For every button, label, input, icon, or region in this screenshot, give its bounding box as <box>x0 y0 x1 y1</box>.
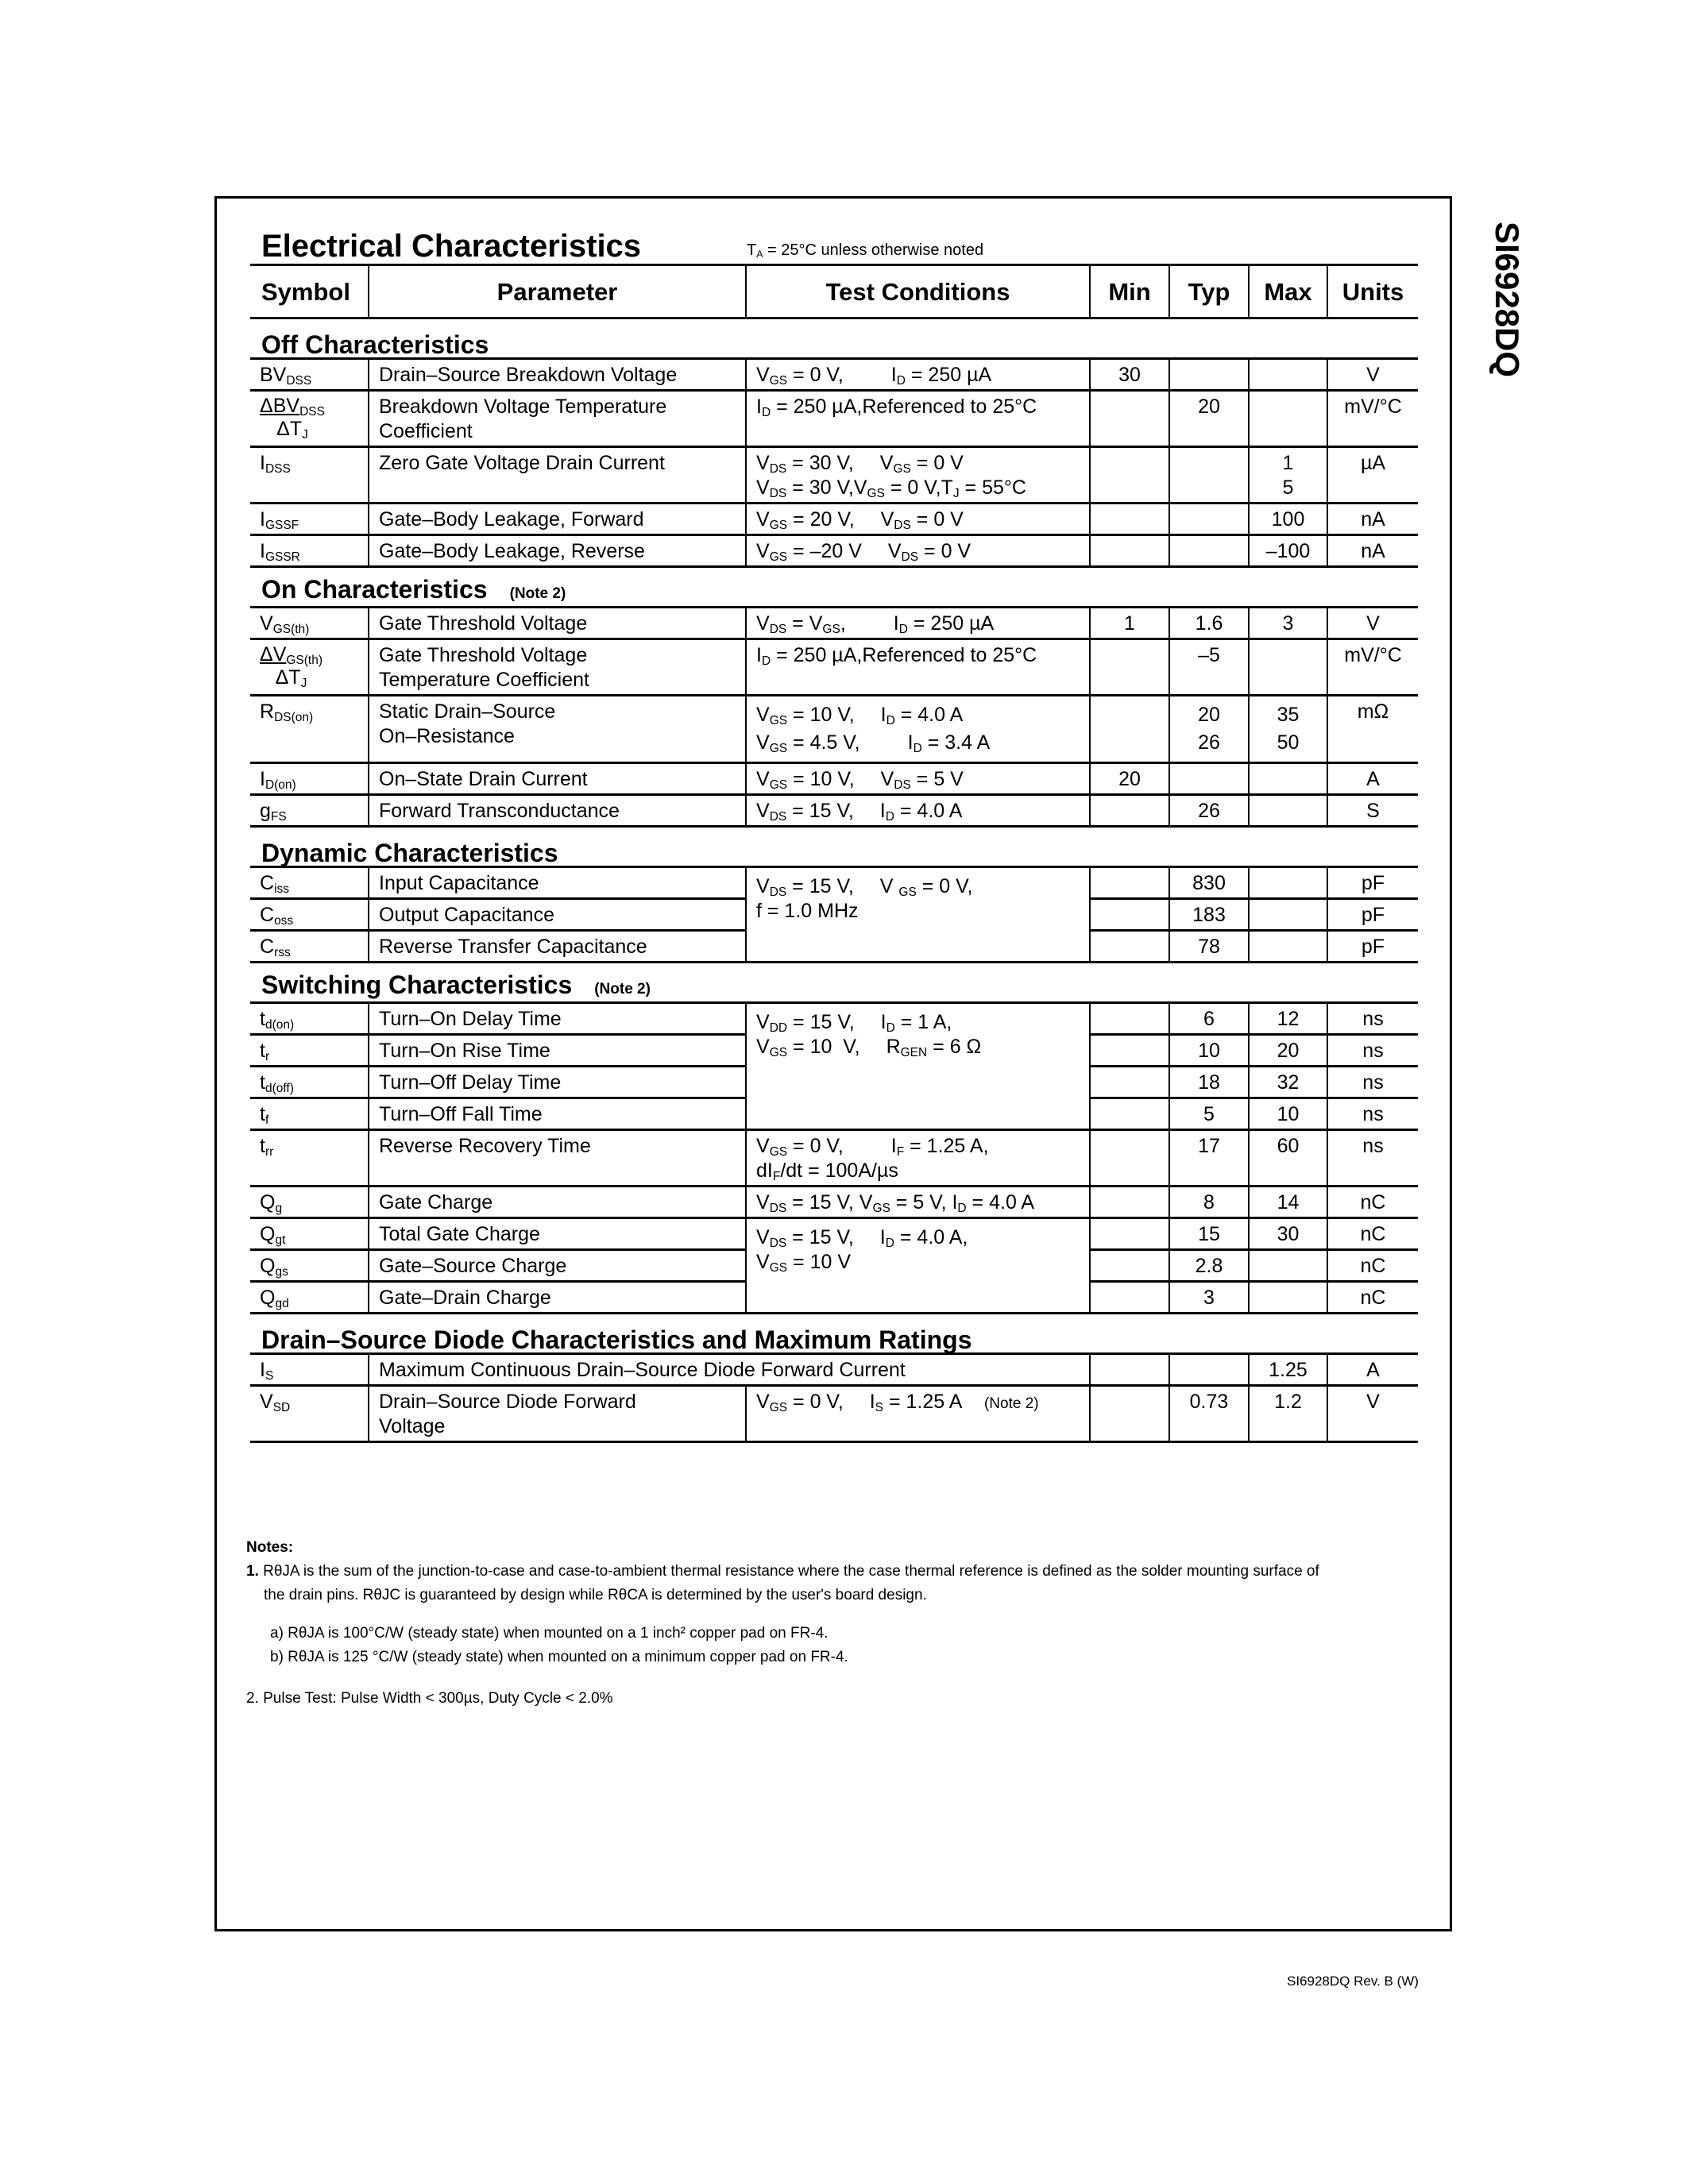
test-conditions: $V_{DS} = 15$ V, V $_{GS}$ = 0 V, f = 1.0 MHz <box>746 867 1090 963</box>
section-title: On Characteristics <box>261 575 488 604</box>
typ: 18 <box>1169 1067 1249 1098</box>
max: 1.2 <box>1249 1386 1327 1442</box>
symbol: $BV_{DSS}$ <box>250 359 369 391</box>
section-title: Off Characteristics <box>261 330 489 359</box>
symbol: $Q_g$ <box>250 1187 369 1218</box>
characteristics-table <box>250 266 1418 1443</box>
note-1-cont: the drain pins. RθJC is guaranteed by design while RθCA is determined by the user's board design. <box>264 1587 927 1603</box>
table-row <box>250 359 1418 391</box>
notes <box>246 1536 1422 1711</box>
parameter: Reverse Transfer Capacitance <box>369 931 746 963</box>
header-min: Min <box>1090 266 1169 318</box>
symbol: $t_{d(on)}$ <box>250 1003 369 1035</box>
unit: ns <box>1327 1098 1418 1130</box>
table-row <box>250 696 1418 763</box>
symbol: $t_r$ <box>250 1035 369 1067</box>
test-conditions: $V_{GS} = 0$ V, $I_D = 250$ µA <box>746 359 1090 391</box>
section-diode <box>250 1314 1418 1354</box>
section-note: (Note 2) <box>594 981 651 997</box>
min <box>1090 1067 1169 1098</box>
unit: V <box>1327 608 1418 639</box>
table-row <box>250 763 1418 795</box>
symbol: $C_{rss}$ <box>250 931 369 963</box>
min <box>1090 639 1169 696</box>
typ: 78 <box>1169 931 1249 963</box>
note-2: 2. Pulse Test: Pulse Width < 300µs, Duty Cycle < 2.0% <box>246 1690 613 1707</box>
typ: 8 <box>1169 1187 1249 1218</box>
table-row <box>250 795 1418 827</box>
section-title: Dynamic Characteristics <box>261 839 558 867</box>
unit: ns <box>1327 1035 1418 1067</box>
parameter: Turn–Off Fall Time <box>369 1098 746 1130</box>
parameter: Input Capacitance <box>369 867 746 899</box>
table-row <box>250 1130 1418 1187</box>
max <box>1249 639 1327 696</box>
section-note: (Note 2) <box>509 585 566 602</box>
unit: µA <box>1327 447 1418 504</box>
unit: nC <box>1327 1187 1418 1218</box>
max: 100 <box>1249 504 1327 535</box>
max <box>1249 931 1327 963</box>
symbol: $I_{D(on)}$ <box>250 763 369 795</box>
min <box>1090 1386 1169 1442</box>
symbol: $g_{FS}$ <box>250 795 369 827</box>
header-row <box>250 266 1418 318</box>
table-row <box>250 504 1418 535</box>
typ: 5 <box>1169 1098 1249 1130</box>
min <box>1090 1098 1169 1130</box>
max: 32 <box>1249 1067 1327 1098</box>
unit: nC <box>1327 1282 1418 1314</box>
parameter: Drain–Source Diode Forward Voltage <box>369 1386 746 1442</box>
parameter: Gate–Drain Charge <box>369 1282 746 1314</box>
title-row <box>250 224 1418 266</box>
header-units: Units <box>1327 266 1418 318</box>
typ <box>1169 504 1249 535</box>
min <box>1090 795 1169 827</box>
table-row <box>250 391 1418 447</box>
typ <box>1169 535 1249 567</box>
max: 14 <box>1249 1187 1327 1218</box>
parameter: Turn–On Rise Time <box>369 1035 746 1067</box>
max <box>1249 867 1327 899</box>
parameter: Reverse Recovery Time <box>369 1130 746 1187</box>
typ: 830 <box>1169 867 1249 899</box>
table-row <box>250 639 1418 696</box>
min: 1 <box>1090 608 1169 639</box>
table-row <box>250 867 1418 899</box>
symbol: $Q_{gs}$ <box>250 1250 369 1282</box>
max <box>1249 1282 1327 1314</box>
table-title: Electrical Characteristics <box>261 229 642 264</box>
symbol: $R_{DS(on)}$ <box>250 696 369 763</box>
condition-note: $T_A = 25^\circ C$ unless otherwise noted <box>747 241 984 260</box>
typ <box>1169 1354 1249 1386</box>
test-conditions: $V_{GS} = -20$ V $V_{DS} = 0$ V <box>746 535 1090 567</box>
parameter: Total Gate Charge <box>369 1218 746 1250</box>
note-1a: a) RθJA is 100°C/W (steady state) when mounted on a 1 inch² copper pad on FR-4. <box>270 1625 829 1642</box>
test-conditions: $V_{DS} = V_{GS}$, $I_D = 250$ µA <box>746 608 1090 639</box>
section-dynamic <box>250 827 1418 867</box>
max: 1.25 <box>1249 1354 1327 1386</box>
test-conditions: $V_{GS} = 0$ V, $I_S = 1.25$ A (Note 2) <box>746 1386 1090 1442</box>
max: 20 <box>1249 1035 1327 1067</box>
parameter: Turn–On Delay Time <box>369 1003 746 1035</box>
min <box>1090 447 1169 504</box>
parameter: Gate Threshold Voltage Temperature Coefficient <box>369 639 746 696</box>
typ <box>1169 359 1249 391</box>
symbol: $t_{rr}$ <box>250 1130 369 1187</box>
typ: 26 <box>1169 795 1249 827</box>
max: –100 <box>1249 535 1327 567</box>
typ: 3 <box>1169 1282 1249 1314</box>
table-row <box>250 1187 1418 1218</box>
table-row <box>250 1218 1418 1250</box>
header-max: Max <box>1249 266 1327 318</box>
side-title: SI6928DQ <box>1489 221 1526 378</box>
max <box>1249 359 1327 391</box>
min <box>1090 1218 1169 1250</box>
max <box>1249 763 1327 795</box>
parameter: Output Capacitance <box>369 899 746 931</box>
symbol: $t_{d(off)}$ <box>250 1067 369 1098</box>
characteristics-sheet <box>250 224 1418 1443</box>
section-title: Drain–Source Diode Characteristics and Maximum Ratings <box>261 1325 972 1354</box>
unit: pF <box>1327 867 1418 899</box>
typ: 10 <box>1169 1035 1249 1067</box>
symbol: $\Delta V_{GS(th)}$ $\Delta T_J$ <box>250 639 369 696</box>
max <box>1249 1250 1327 1282</box>
parameter: Gate Charge <box>369 1187 746 1218</box>
typ <box>1169 447 1249 504</box>
symbol: $I_{DSS}$ <box>250 447 369 504</box>
typ: 17 <box>1169 1130 1249 1187</box>
min <box>1090 535 1169 567</box>
min <box>1090 696 1169 763</box>
unit: A <box>1327 763 1418 795</box>
table-row <box>250 1386 1418 1442</box>
min: 20 <box>1090 763 1169 795</box>
section-title: Switching Characteristics <box>261 970 573 999</box>
table-row <box>250 608 1418 639</box>
test-conditions: $V_{DS} = 30$ V, $V_{GS} = 0$ V $V_{DS} = 30$ $V,V_{GS} = 0$ $V,T_J = 55^\circ C$ <box>746 447 1090 504</box>
unit: pF <box>1327 899 1418 931</box>
max: 3 <box>1249 608 1327 639</box>
min <box>1090 504 1169 535</box>
typ: 0.73 <box>1169 1386 1249 1442</box>
symbol: $I_{GSSR}$ <box>250 535 369 567</box>
typ: –5 <box>1169 639 1249 696</box>
min <box>1090 1130 1169 1187</box>
section-off <box>250 318 1418 359</box>
parameter: Zero Gate Voltage Drain Current <box>369 447 746 504</box>
unit: nC <box>1327 1250 1418 1282</box>
unit: mV/°C <box>1327 391 1418 447</box>
typ <box>1169 763 1249 795</box>
typ: 20 26 <box>1169 696 1249 763</box>
table-row <box>250 447 1418 504</box>
test-conditions: $V_{DD} = 15$ V, $I_D = 1$ A, $V_{GS} = 10$ V, $R_{GEN} = 6$ Ω <box>746 1003 1090 1130</box>
max: 10 <box>1249 1098 1327 1130</box>
min <box>1090 1003 1169 1035</box>
test-conditions: $V_{GS} = 10$ V, $I_D = 4.0$ A $V_{GS} = 4.5$ V, $I_D = 3.4$ A <box>746 696 1090 763</box>
min <box>1090 899 1169 931</box>
parameter: Turn–Off Delay Time <box>369 1067 746 1098</box>
symbol: $I_{GSSF}$ <box>250 504 369 535</box>
test-conditions: $V_{GS} = 10$ V, $V_{DS} = 5$ V <box>746 763 1090 795</box>
header-typ: Typ <box>1169 266 1249 318</box>
symbol: $I_S$ <box>250 1354 369 1386</box>
symbol: $Q_{gd}$ <box>250 1282 369 1314</box>
note-1b: b) RθJA is 125 °C/W (steady state) when mounted on a minimum copper pad on FR-4. <box>270 1649 848 1665</box>
table-row <box>250 1003 1418 1035</box>
test-conditions: $V_{DS} = 15$ V, $I_D = 4.0$ A <box>746 795 1090 827</box>
min <box>1090 1282 1169 1314</box>
unit: mΩ <box>1327 696 1418 763</box>
symbol: $V_{SD}$ <box>250 1386 369 1442</box>
unit: pF <box>1327 931 1418 963</box>
min <box>1090 391 1169 447</box>
parameter: Forward Transconductance <box>369 795 746 827</box>
max <box>1249 795 1327 827</box>
parameter: Maximum Continuous Drain–Source Diode Forward Current <box>369 1354 1090 1386</box>
unit: nC <box>1327 1218 1418 1250</box>
typ: 20 <box>1169 391 1249 447</box>
test-conditions: $V_{GS} = 0$ V, $I_F = 1.25$ A, $dI_F/dt = 100A/\mu s$ <box>746 1130 1090 1187</box>
section-on <box>250 567 1418 608</box>
parameter: Gate–Body Leakage, Forward <box>369 504 746 535</box>
parameter: Gate–Source Charge <box>369 1250 746 1282</box>
table-row <box>250 1354 1418 1386</box>
symbol: $\Delta BV_{DSS}$ $\Delta T_J$ <box>250 391 369 447</box>
max: 12 <box>1249 1003 1327 1035</box>
min: 30 <box>1090 359 1169 391</box>
unit: nA <box>1327 504 1418 535</box>
footer-revision: SI6928DQ Rev. B (W) <box>1287 1974 1419 1989</box>
min <box>1090 1187 1169 1218</box>
header-symbol: Symbol <box>250 266 369 318</box>
min <box>1090 1035 1169 1067</box>
parameter: Gate Threshold Voltage <box>369 608 746 639</box>
parameter: Breakdown Voltage Temperature Coefficient <box>369 391 746 447</box>
max <box>1249 899 1327 931</box>
unit: nA <box>1327 535 1418 567</box>
max: 1 5 <box>1249 447 1327 504</box>
symbol: $C_{oss}$ <box>250 899 369 931</box>
typ: 6 <box>1169 1003 1249 1035</box>
test-conditions: $V_{DS} = 15$ V, $I_D = 4.0$ A, $V_{GS} = 10$ V <box>746 1218 1090 1314</box>
unit: ns <box>1327 1130 1418 1187</box>
parameter: Static Drain–Source On–Resistance <box>369 696 746 763</box>
typ: 1.6 <box>1169 608 1249 639</box>
header-test-conditions: Test Conditions <box>746 266 1090 318</box>
test-conditions: $V_{DS} = 15$ V, $V_{GS} = 5$ V, $I_D = 4.0$ A <box>746 1187 1090 1218</box>
min <box>1090 867 1169 899</box>
note-1: 1. RθJA is the sum of the junction-to-case and case-to-ambient thermal resistance where the case thermal reference is defined as the solder mounting surface of <box>246 1563 1319 1580</box>
symbol: $V_{GS(th)}$ <box>250 608 369 639</box>
max: 30 <box>1249 1218 1327 1250</box>
header-parameter: Parameter <box>369 266 746 318</box>
min <box>1090 1250 1169 1282</box>
min <box>1090 1354 1169 1386</box>
notes-heading: Notes: <box>246 1539 294 1556</box>
symbol: $Q_{gt}$ <box>250 1218 369 1250</box>
typ: 15 <box>1169 1218 1249 1250</box>
parameter: Drain–Source Breakdown Voltage <box>369 359 746 391</box>
unit: V <box>1327 359 1418 391</box>
max: 35 50 <box>1249 696 1327 763</box>
section-switching <box>250 963 1418 1003</box>
parameter: Gate–Body Leakage, Reverse <box>369 535 746 567</box>
typ: 183 <box>1169 899 1249 931</box>
unit: S <box>1327 795 1418 827</box>
min <box>1090 931 1169 963</box>
max <box>1249 391 1327 447</box>
unit: mV/°C <box>1327 639 1418 696</box>
unit: ns <box>1327 1003 1418 1035</box>
max: 60 <box>1249 1130 1327 1187</box>
table-row <box>250 535 1418 567</box>
unit: V <box>1327 1386 1418 1442</box>
typ: 2.8 <box>1169 1250 1249 1282</box>
unit: ns <box>1327 1067 1418 1098</box>
symbol: $C_{iss}$ <box>250 867 369 899</box>
symbol: $t_f$ <box>250 1098 369 1130</box>
test-conditions: $I_D = 250$ µA,Referenced to 25°C <box>746 639 1090 696</box>
parameter: On–State Drain Current <box>369 763 746 795</box>
unit: A <box>1327 1354 1418 1386</box>
test-conditions: $I_D = 250$ µA,Referenced to 25°C <box>746 391 1090 447</box>
test-conditions: $V_{GS} = 20$ V, $V_{DS} = 0$ V <box>746 504 1090 535</box>
